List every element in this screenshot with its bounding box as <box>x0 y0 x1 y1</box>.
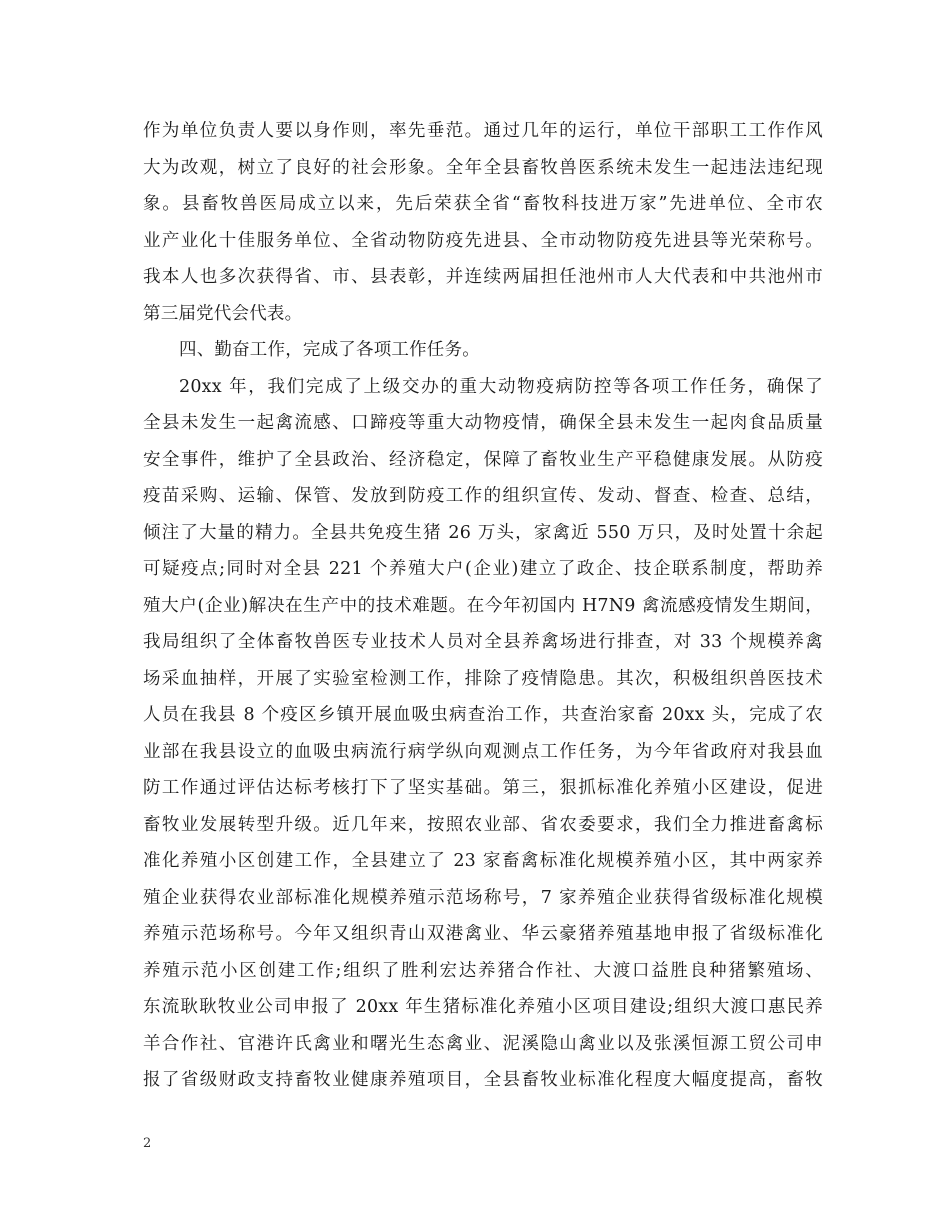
text-line: 疫苗采购、运输、保管、发放到防疫工作的组织宣传、发动、督查、检查、总结， <box>143 486 823 506</box>
text-line: 殖大户(企业)解决在生产中的技术难题。在今年初国内 H7N9 禽流感疫情发生期间， <box>143 595 823 616</box>
text-line: 我局组织了全体畜牧兽医专业技术人员对全县养禽场进行排查，对 33 个规模养禽 <box>143 632 823 652</box>
body-text <box>143 113 823 1099</box>
text-line: 四、勤奋工作，完成了各项工作任务。 <box>179 340 480 360</box>
text-line: 全县未发生一起禽流感、口蹄疫等重大动物疫情，确保全县未发生一起肉食品质量 <box>143 413 823 433</box>
text-line: 准化养殖小区创建工作，全县建立了 23 家畜禽标准化规模养殖小区，其中两家养 <box>143 851 823 871</box>
text-line: 第三届党代会代表。 <box>143 303 303 324</box>
text-line: 畜牧业发展转型升级。近几年来，按照农业部、省农委要求，我们全力推进畜禽标 <box>143 814 823 835</box>
text-line: 20xx 年，我们完成了上级交办的重大动物疫病防控等各项工作任务，确保了 <box>179 376 823 397</box>
text-line: 作为单位负责人要以身作则，率先垂范。通过几年的运行，单位干部职工工作作风 <box>143 121 823 141</box>
page-number: 2 <box>143 1136 152 1151</box>
text-line: 倾注了大量的精力。全县共免疫生猪 26 万头，家禽近 550 万只，及时处置十余起 <box>143 522 823 543</box>
text-line: 东流耿耿牧业公司申报了 20xx 年生猪标准化养殖小区项目建设;组织大渡口惠民养 <box>143 997 823 1017</box>
text-line: 殖企业获得农业部标准化规模养殖示范场称号，7 家养殖企业获得省级标准化规模 <box>143 887 823 908</box>
text-line: 场采血抽样，开展了实验室检测工作，排除了疫情隐患。其次，积极组织兽医技术 <box>143 668 823 689</box>
text-line: 我本人也多次获得省、市、县表彰，并连续两届担任池州市人大代表和中共池州市 <box>143 267 823 287</box>
text-line: 报了省级财政支持畜牧业健康养殖项目，全县畜牧业标准化程度大幅度提高，畜牧 <box>143 1070 823 1090</box>
text-line: 养殖示范小区创建工作;组织了胜利宏达养猪合作社、大渡口益胜良种猪繁殖场、 <box>143 960 823 981</box>
text-line: 羊合作社、官港许氏禽业和曙光生态禽业、泥溪隐山禽业以及张溪恒源工贸公司申 <box>143 1033 823 1054</box>
text-line: 业产业化十佳服务单位、全省动物防疫先进县、全市动物防疫先进县等光荣称号。 <box>143 230 823 251</box>
text-line: 象。县畜牧兽医局成立以来，先后荣获全省“畜牧科技进万家”先进单位、全市农 <box>143 194 823 214</box>
text-line: 安全事件，维护了全县政治、经济稳定，保障了畜牧业生产平稳健康发展。从防疫 <box>143 449 823 470</box>
text-line: 业部在我县设立的血吸虫病流行病学纵向观测点工作任务，为今年省政府对我县血 <box>143 741 823 762</box>
text-line: 防工作通过评估达标考核打下了坚实基础。第三，狠抓标准化养殖小区建设，促进 <box>143 778 823 798</box>
text-line: 可疑疫点;同时对全县 221 个养殖大户(企业)建立了政企、技企联系制度，帮助养 <box>143 559 823 579</box>
text-line: 大为改观，树立了良好的社会形象。全年全县畜牧兽医系统未发生一起违法违纪现 <box>143 157 823 178</box>
text-line: 养殖示范场称号。今年又组织青山双港禽业、华云豪猪养殖基地申报了省级标准化 <box>143 924 823 944</box>
text-line: 人员在我县 8 个疫区乡镇开展血吸虫病查治工作，共查治家畜 20xx 头，完成了农 <box>143 705 823 725</box>
